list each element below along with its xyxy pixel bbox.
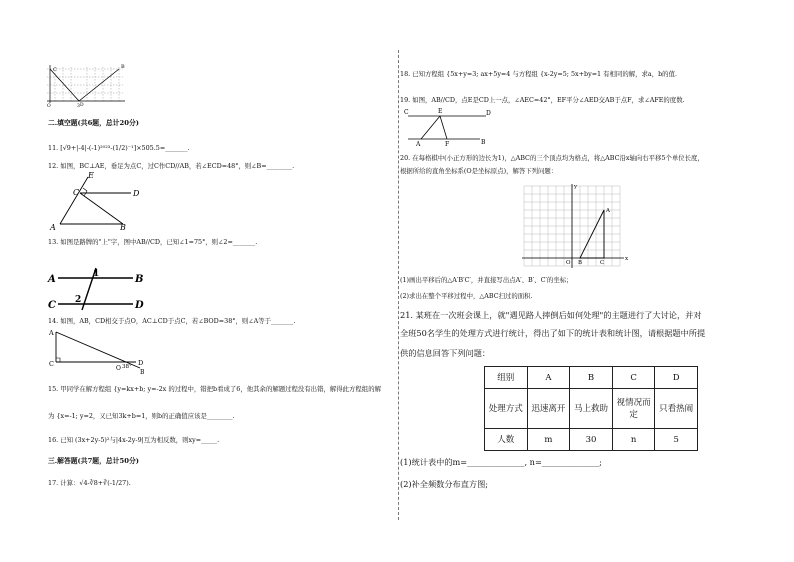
- figure-12: [48, 172, 168, 232]
- table-cell: 马上救助: [570, 389, 613, 429]
- table-header-cell: C: [612, 367, 655, 389]
- statistics-table: [484, 366, 698, 451]
- fig13-angle-2: 2: [75, 295, 82, 305]
- fig12-label-e: E: [88, 171, 94, 180]
- question-20-part-1: (1)画出平移后的△A′B′C′，并直接写出点A′、B′、C′的坐标；: [400, 276, 573, 284]
- table-header-cell: A: [527, 367, 570, 389]
- fig14-angle: 38°: [122, 364, 132, 370]
- fig13-label-a: A: [48, 274, 56, 285]
- table-row: [485, 389, 698, 429]
- fig13-angle-1: 1: [93, 269, 100, 279]
- fig14-label-b: B: [140, 369, 145, 376]
- question-11: 11. [√9+|-4|-(-1)²⁰²³-(1/2)⁻¹]×505.5=_______.: [48, 144, 190, 152]
- figure-14: [48, 328, 158, 376]
- table-header-cell: D: [655, 367, 698, 389]
- question-18: 18. 已知方程组 {5x+y=3; ax+5y=4 与方程组 {x-2y=5; 5x+by=1 有相同的解，求a，b的值.: [400, 70, 677, 78]
- table-row-label: 处理方式: [485, 389, 528, 429]
- question-15-line-2: 为 {x=-1; y=2，又已知3k+b=1，则b的正确值应该是________.: [48, 412, 235, 420]
- fig19-label-d: D: [486, 110, 491, 117]
- right-column: [398, 0, 794, 562]
- top-function-graph: [47, 63, 127, 109]
- table-cell: n: [612, 429, 655, 451]
- graph-label-c: C: [53, 67, 57, 73]
- question-20-line-2: 根据所给的直角坐标系(O是坐标原点)，解答下列问题：: [400, 167, 558, 175]
- fig12-label-a: A: [50, 223, 56, 232]
- question-19: 19. 如图，AB//CD，点E是CD上一点，∠AEC=42°，EF平分∠AED交AB于点F，求∠AFE的度数.: [400, 96, 685, 104]
- table-header-cell: 组别: [485, 367, 528, 389]
- fig20-label-x: x: [625, 256, 629, 262]
- question-20-line-1: 20. 在每格棋中(小正方形的边长为1)，△ABC的三个顶点均为格点，将△ABC沿x轴向右平移5个单位长度，: [400, 154, 704, 162]
- fig19-label-f: F: [445, 141, 450, 148]
- table-cell: 5: [655, 429, 698, 451]
- question-20-part-2: (2)求出在整个平移过程中，△ABC扫过的面积.: [400, 292, 533, 300]
- figure-20-grid: [520, 184, 630, 268]
- table-cell: 视情况而定: [612, 389, 655, 429]
- table-row: [485, 429, 698, 451]
- fig19-label-e: E: [438, 108, 443, 115]
- question-21-line-2: 全班50名学生的处理方式进行统计，得出了如下的统计表和统计图，请根据题中所提: [400, 328, 706, 338]
- fig12-label-c: C: [73, 188, 80, 197]
- table-cell: 30: [570, 429, 613, 451]
- figure-13: [48, 254, 158, 314]
- question-14: 14. 如图，AB，CD相交于点O，AC⊥CD于点C，若∠BOD=38°，则∠A等于_______.: [48, 317, 296, 325]
- question-16: 16. 已知 (3x+2y-5)²与|4x-2y-9|互为相反数，则xy=_____.: [48, 436, 220, 444]
- fig14-label-o: O: [116, 365, 121, 372]
- fig12-label-b: B: [120, 223, 126, 232]
- fig19-label-b: B: [481, 139, 486, 146]
- fig20-label-y: y: [574, 184, 578, 190]
- fig13-label-c: C: [48, 300, 56, 311]
- question-13: 13. 如图是路牌的"上"字，图中AB//CD，已知∠1=75°，则∠2=_______.: [48, 238, 258, 246]
- table-cell: 迅速离开: [527, 389, 570, 429]
- section-3-title: 三.解答题(共7题，总计50分): [48, 457, 139, 465]
- fig20-label-a: A: [606, 208, 610, 214]
- graph-label-b: B: [121, 64, 125, 70]
- graph-label-o: O: [47, 104, 51, 109]
- graph-label-3: 3: [77, 104, 80, 109]
- fig19-label-c: C: [404, 109, 409, 116]
- fig20-label-c: C: [600, 260, 605, 266]
- question-17: 17. 计算：√4-∛8+∛(-1/27).: [48, 479, 131, 487]
- question-21-line-1: 21. 某班在一次班会课上，就"遇见路人摔倒后如何处理"的主题进行了大讨论，并对: [400, 310, 702, 320]
- fig14-label-c: C: [49, 360, 54, 368]
- section-2-title: 二.填空题(共6题，总计20分): [48, 119, 139, 127]
- fig13-label-b: B: [135, 274, 144, 285]
- table-cell: 只看热闹: [655, 389, 698, 429]
- table-cell: m: [527, 429, 570, 451]
- question-21-part-2: (2)补全频数分布直方图;: [400, 479, 489, 489]
- question-15-line-1: 15. 甲同学在解方程组 {y=kx+b; y=-2x 的过程中，错把b看成了6，他其余的解题过程没有出错，解得此方程组的解: [48, 385, 381, 393]
- fig19-label-a: A: [416, 141, 421, 148]
- fig20-label-b: B: [578, 260, 583, 266]
- graph-label-d: D: [80, 103, 84, 108]
- fig14-label-a: A: [49, 329, 54, 337]
- fig12-label-d: D: [133, 189, 140, 198]
- figure-19: [404, 106, 494, 146]
- fig14-label-d: D: [138, 359, 144, 367]
- question-12: 12. 如图，BC⊥AE，垂足为点C，过C作CD//AB，若∠ECD=48°，则∠B=________.: [48, 162, 295, 170]
- fig20-label-o: O: [566, 260, 571, 266]
- table-header-row: [485, 367, 698, 389]
- question-21-part-1: (1)统计表中的m=______________, n=______________;: [400, 457, 602, 467]
- question-21-line-3: 供的信息回答下列问题：: [400, 348, 491, 358]
- fig13-label-d: D: [135, 300, 144, 311]
- table-row-label: 人数: [485, 429, 528, 451]
- table-header-cell: B: [570, 367, 613, 389]
